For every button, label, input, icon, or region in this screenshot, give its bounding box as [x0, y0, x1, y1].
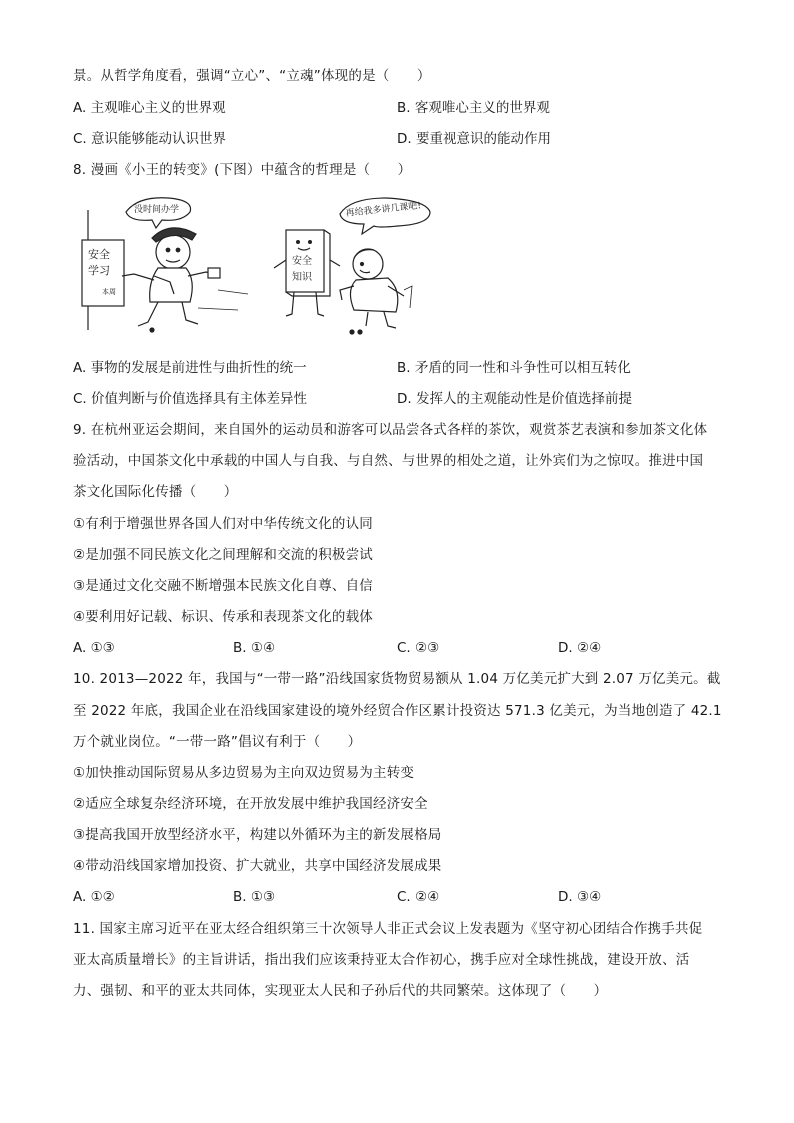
q10-statement-2: ②适应全球复杂经济环境，在开放发展中维护我国经济安全 — [73, 796, 428, 812]
q10-option-c: C. ②④ — [397, 889, 440, 905]
q10-statement-3: ③提高我国开放型经济水平，构建以外循环为主的新发展格局 — [73, 827, 442, 843]
q9-option-d: D. ②④ — [558, 640, 602, 656]
comic-left-sign-line2: 学习 — [88, 264, 110, 277]
q9-statement-2: ②是加强不同民族文化之间理解和交流的积极尝试 — [73, 547, 374, 563]
q8-option-b: B. 矛盾的同一性和斗争性可以相互转化 — [397, 360, 631, 376]
q9-stem-line1: 9. 在杭州亚运会期间，来自国外的运动员和游客可以品尝各式各样的茶饮，观赏茶艺表演和参加茶文化体 — [73, 422, 708, 438]
q11-stem-line2: 亚太高质量增长》的主旨讲话，指出我们应该秉持亚太合作初心，携手应对全球性挑战，建设开放、活 — [73, 952, 690, 968]
comic-right-book-line2: 知识 — [292, 272, 312, 283]
comic-right-bubble: 再给我多讲几课吧! — [345, 201, 422, 219]
q10-statement-4: ④带动沿线国家增加投资、扩大就业，共享中国经济发展成果 — [73, 858, 442, 874]
q9-option-a: A. ①③ — [73, 640, 115, 656]
q9-option-c: C. ②③ — [397, 640, 440, 656]
q9-option-b: B. ①④ — [233, 640, 276, 656]
q11-stem-line1: 11. 国家主席习近平在亚太经合组织第三十次领导人非正式会议上发表题为《坚守初心团结合作携手共促 — [73, 921, 703, 937]
q9-statement-1: ①有利于增强世界各国人们对中华传统文化的认同 — [73, 516, 374, 532]
q8-option-a: A. 事物的发展是前进性与曲折性的统一 — [73, 360, 307, 376]
comic-left-sign-line1: 安全 — [88, 248, 110, 261]
q9-stem-line2: 验活动，中国茶文化中承载的中国人与自我、与自然、与世界的相处之道，让外宾们为之惊叹。推进中国 — [73, 453, 704, 469]
q10-option-b: B. ①③ — [233, 889, 276, 905]
q7-option-c: C. 意识能够能动认识世界 — [73, 131, 227, 147]
q7-option-d: D. 要重视意识的能动作用 — [397, 131, 551, 147]
comic-left-sign-small: 本周 — [102, 288, 116, 296]
q8-option-d: D. 发挥人的主观能动性是价值选择前提 — [397, 391, 632, 407]
q9-statement-3: ③是通过文化交融不断增强本民族文化自尊、自信 — [73, 578, 374, 594]
q11-stem-line3: 力、强韧、和平的亚太共同体，实现亚太人民和子孙后代的共同繁荣。这体现了（ ） — [73, 983, 608, 999]
q10-stem-line1: 10. 2013—2022 年，我国与“一带一路”沿线国家货物贸易额从 1.04 万亿美元扩大到 2.07 万亿美元。截 — [73, 671, 721, 687]
comic-xiaowang — [78, 190, 438, 338]
q10-option-d: D. ③④ — [558, 889, 602, 905]
q8-stem: 8. 漫画《小王的转变》(下图）中蕴含的哲理是（ ） — [73, 162, 412, 178]
q10-option-a: A. ①② — [73, 889, 115, 905]
q10-stem-line3: 万个就业岗位。“一带一路”倡议有利于（ ） — [73, 734, 362, 750]
q8-option-c: C. 价值判断与价值选择具有主体差异性 — [73, 391, 308, 407]
comic-right-book-line1: 安全 — [292, 256, 312, 267]
q9-stem-line3: 茶文化国际化传播（ ） — [73, 484, 238, 500]
q10-statement-1: ①加快推动国际贸易从多边贸易为主向双边贸易为主转变 — [73, 765, 415, 781]
q7-option-a: A. 主观唯心主义的世界观 — [73, 100, 226, 116]
q9-statement-4: ④要利用好记载、标识、传承和表现茶文化的载体 — [73, 609, 374, 625]
q7-stem: 景。从哲学角度看，强调“立心”、“立魂”体现的是（ ） — [73, 68, 431, 84]
q10-stem-line2: 至 2022 年底，我国企业在沿线国家建设的境外经贸合作区累计投资达 571.3 亿美元，为当地创造了 42.1 — [73, 703, 722, 719]
comic-left-bubble: 没时间办学 — [134, 205, 180, 215]
q7-option-b: B. 客观唯心主义的世界观 — [397, 100, 550, 116]
